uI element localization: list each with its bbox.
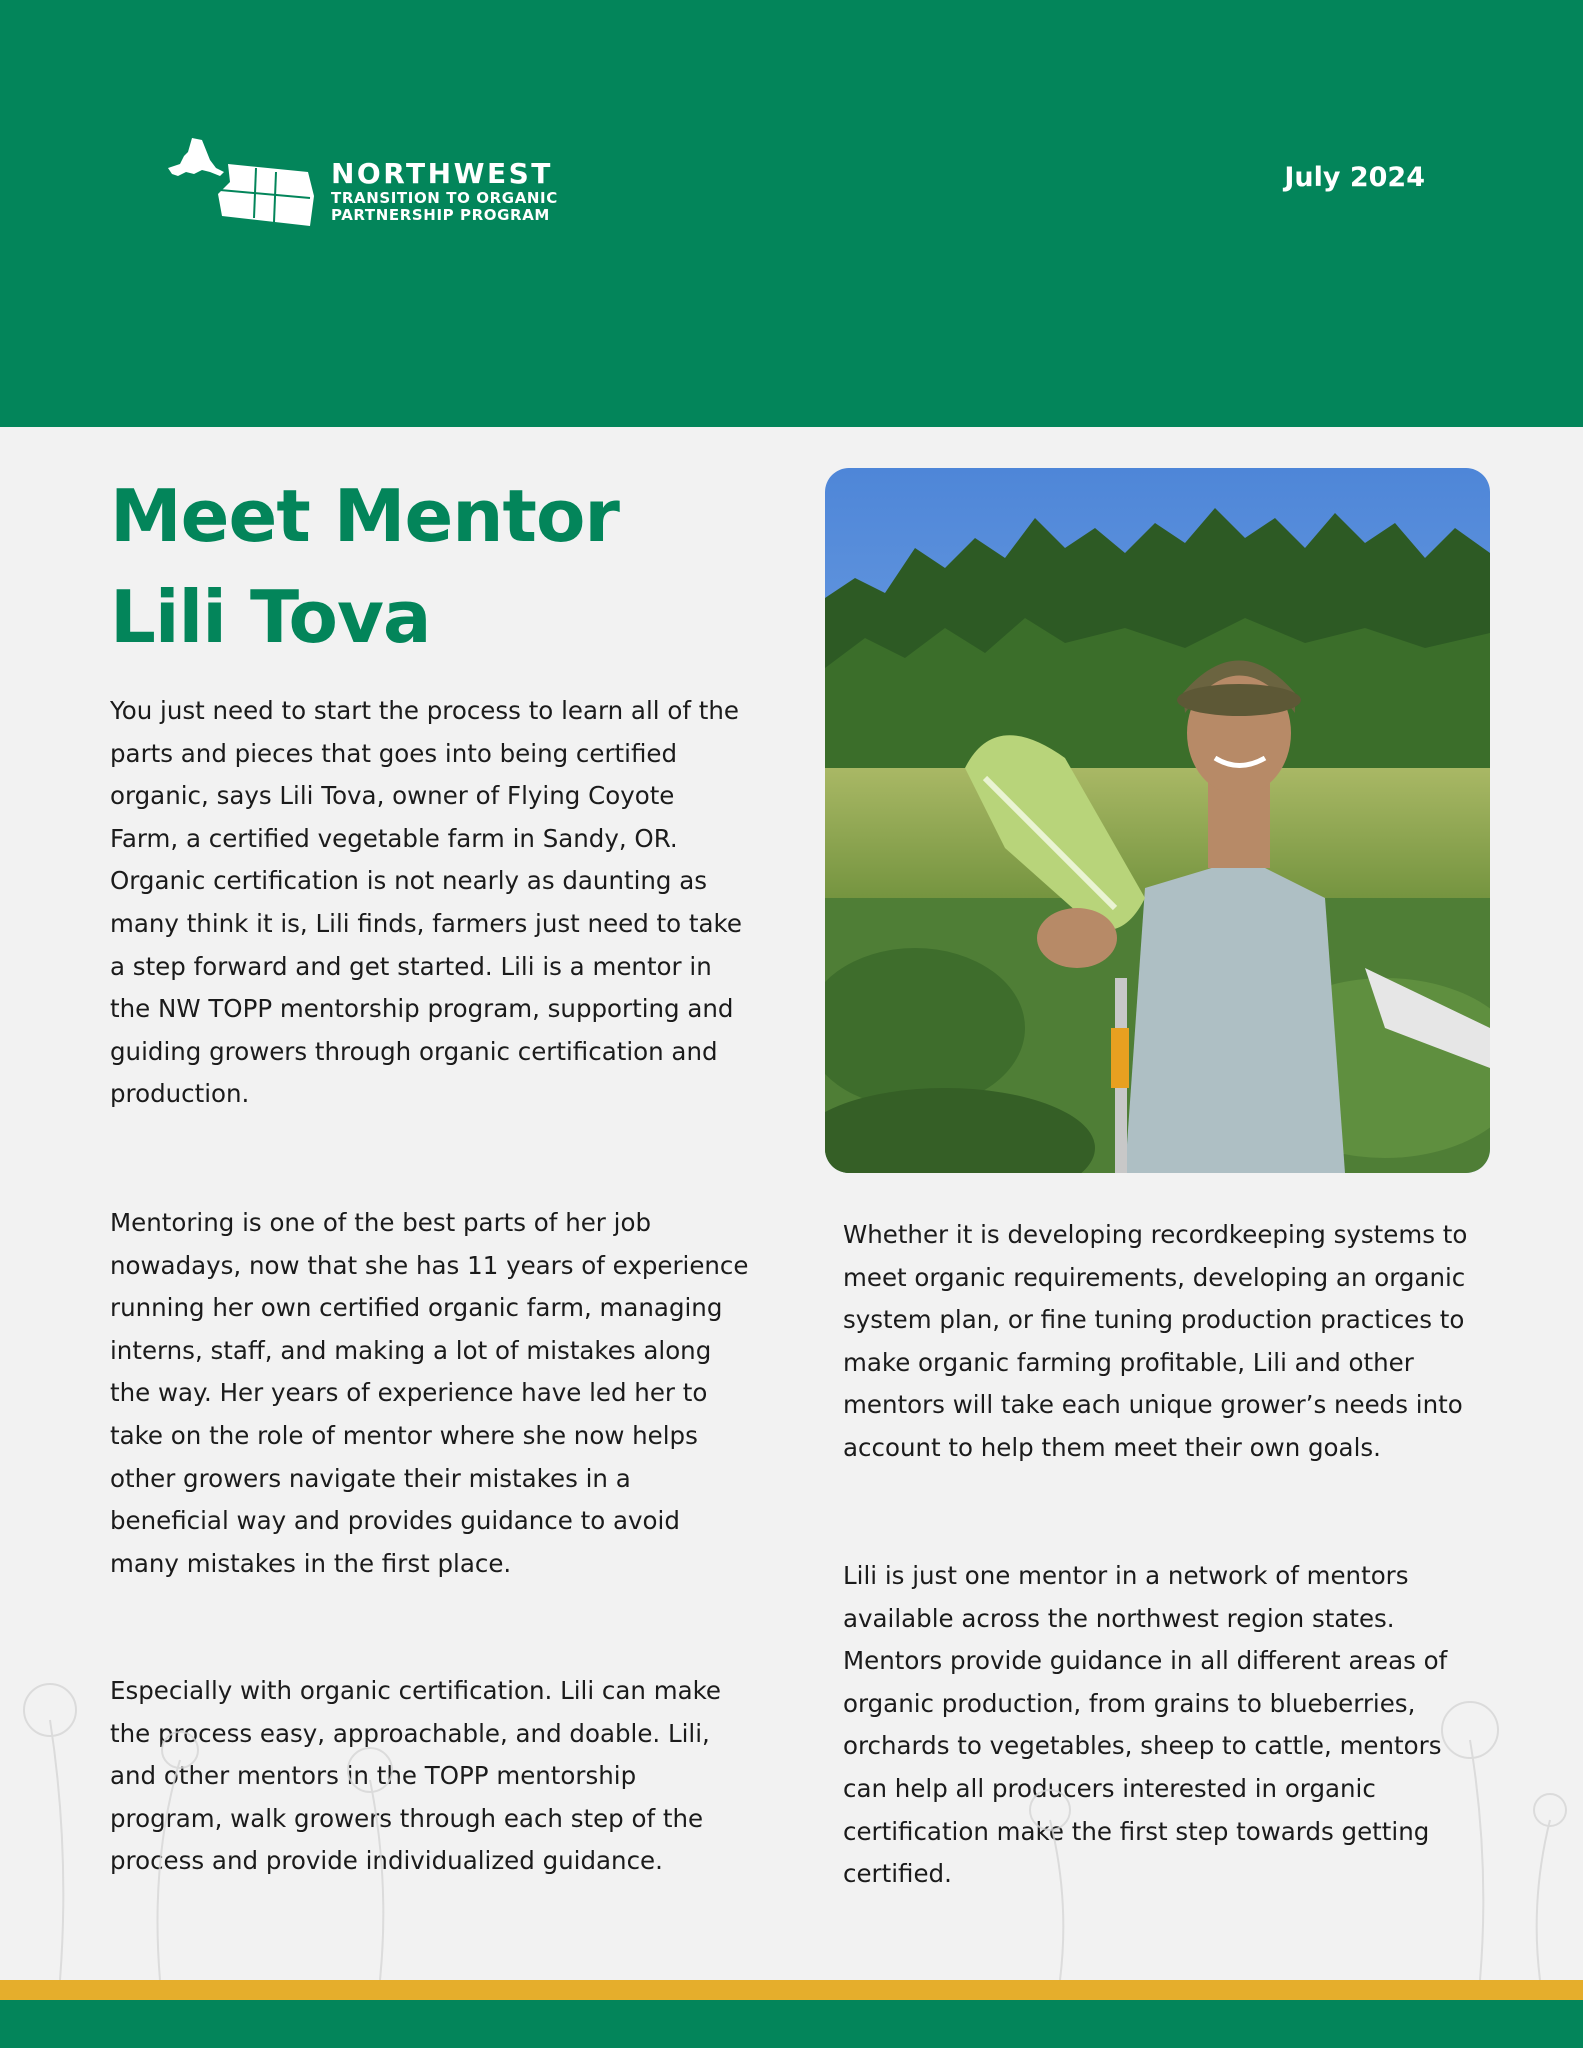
article-title-line1: Meet Mentor xyxy=(110,474,619,558)
logo-subtitle-line2: PARTNERSHIP PROGRAM xyxy=(331,206,550,224)
article-title-line2: Lili Tova xyxy=(110,575,431,659)
mentor-photo xyxy=(825,468,1490,1173)
logo-subtitle-line1: TRANSITION TO ORGANIC xyxy=(331,189,558,207)
paragraph-mentoring: Mentoring is one of the best parts of her job nowadays, now that she has 11 years of experience running her own certified organic farm, managing interns, staff, and making a lot of mistakes along the way. Her years of experience have led her to take on the role of mentor where she now helps other growers navigate their mistakes in a beneficial way and provides guidance to avoid many mistakes in the first place. xyxy=(110,1208,749,1578)
paragraph-network: Lili is just one mentor in a network of mentors available across the northwest region states. Mentors provide guidance in all different areas of organic production, from grains to blueberries, orchards to vegetables, sheep to cattle, mentors can help all producers interested in organic certification make the first step towards getting certified. xyxy=(843,1561,1448,1889)
issue-date: July 2024 xyxy=(1284,162,1425,193)
paragraph-certification: Especially with organic certification. Lili can make the process easy, approachable, and doable. Lili, and other mentors in the TOPP mentorship program, walk growers through each step of the process and provide individualized guidance. xyxy=(110,1676,721,1876)
gold-accent-bar xyxy=(0,1980,1583,2000)
footer-band xyxy=(0,2000,1583,2048)
wildflower-background-illustration xyxy=(0,1600,1583,1980)
northwest-states-map-icon xyxy=(158,130,328,230)
logo-title: NORTHWEST xyxy=(331,157,553,190)
paragraph-recordkeeping: Whether it is developing recordkeeping systems to meet organic requirements, developing an organic system plan, or fine tuning production practices to make organic farming profitable, Lili and other mentors will take each unique grower’s needs into account to help them meet their own goals. xyxy=(843,1220,1468,1462)
mentor-photo-illustration xyxy=(825,468,1490,1173)
paragraph-intro: You just need to start the process to learn all of the parts and pieces that goes into being certified organic, says Lili Tova, owner of Flying Coyote Farm, a certified vegetable farm in Sandy, OR. Organic certification is not nearly as daunting as many think it is, Lili finds, farmers just need to take a step forward and get started. Lili is a mentor in the NW TOPP mentorship program, supporting and guiding growers through organic certification and production. xyxy=(110,696,742,1109)
nw-topp-logo xyxy=(158,130,598,230)
article-title xyxy=(110,466,810,668)
header-banner xyxy=(0,0,1583,427)
